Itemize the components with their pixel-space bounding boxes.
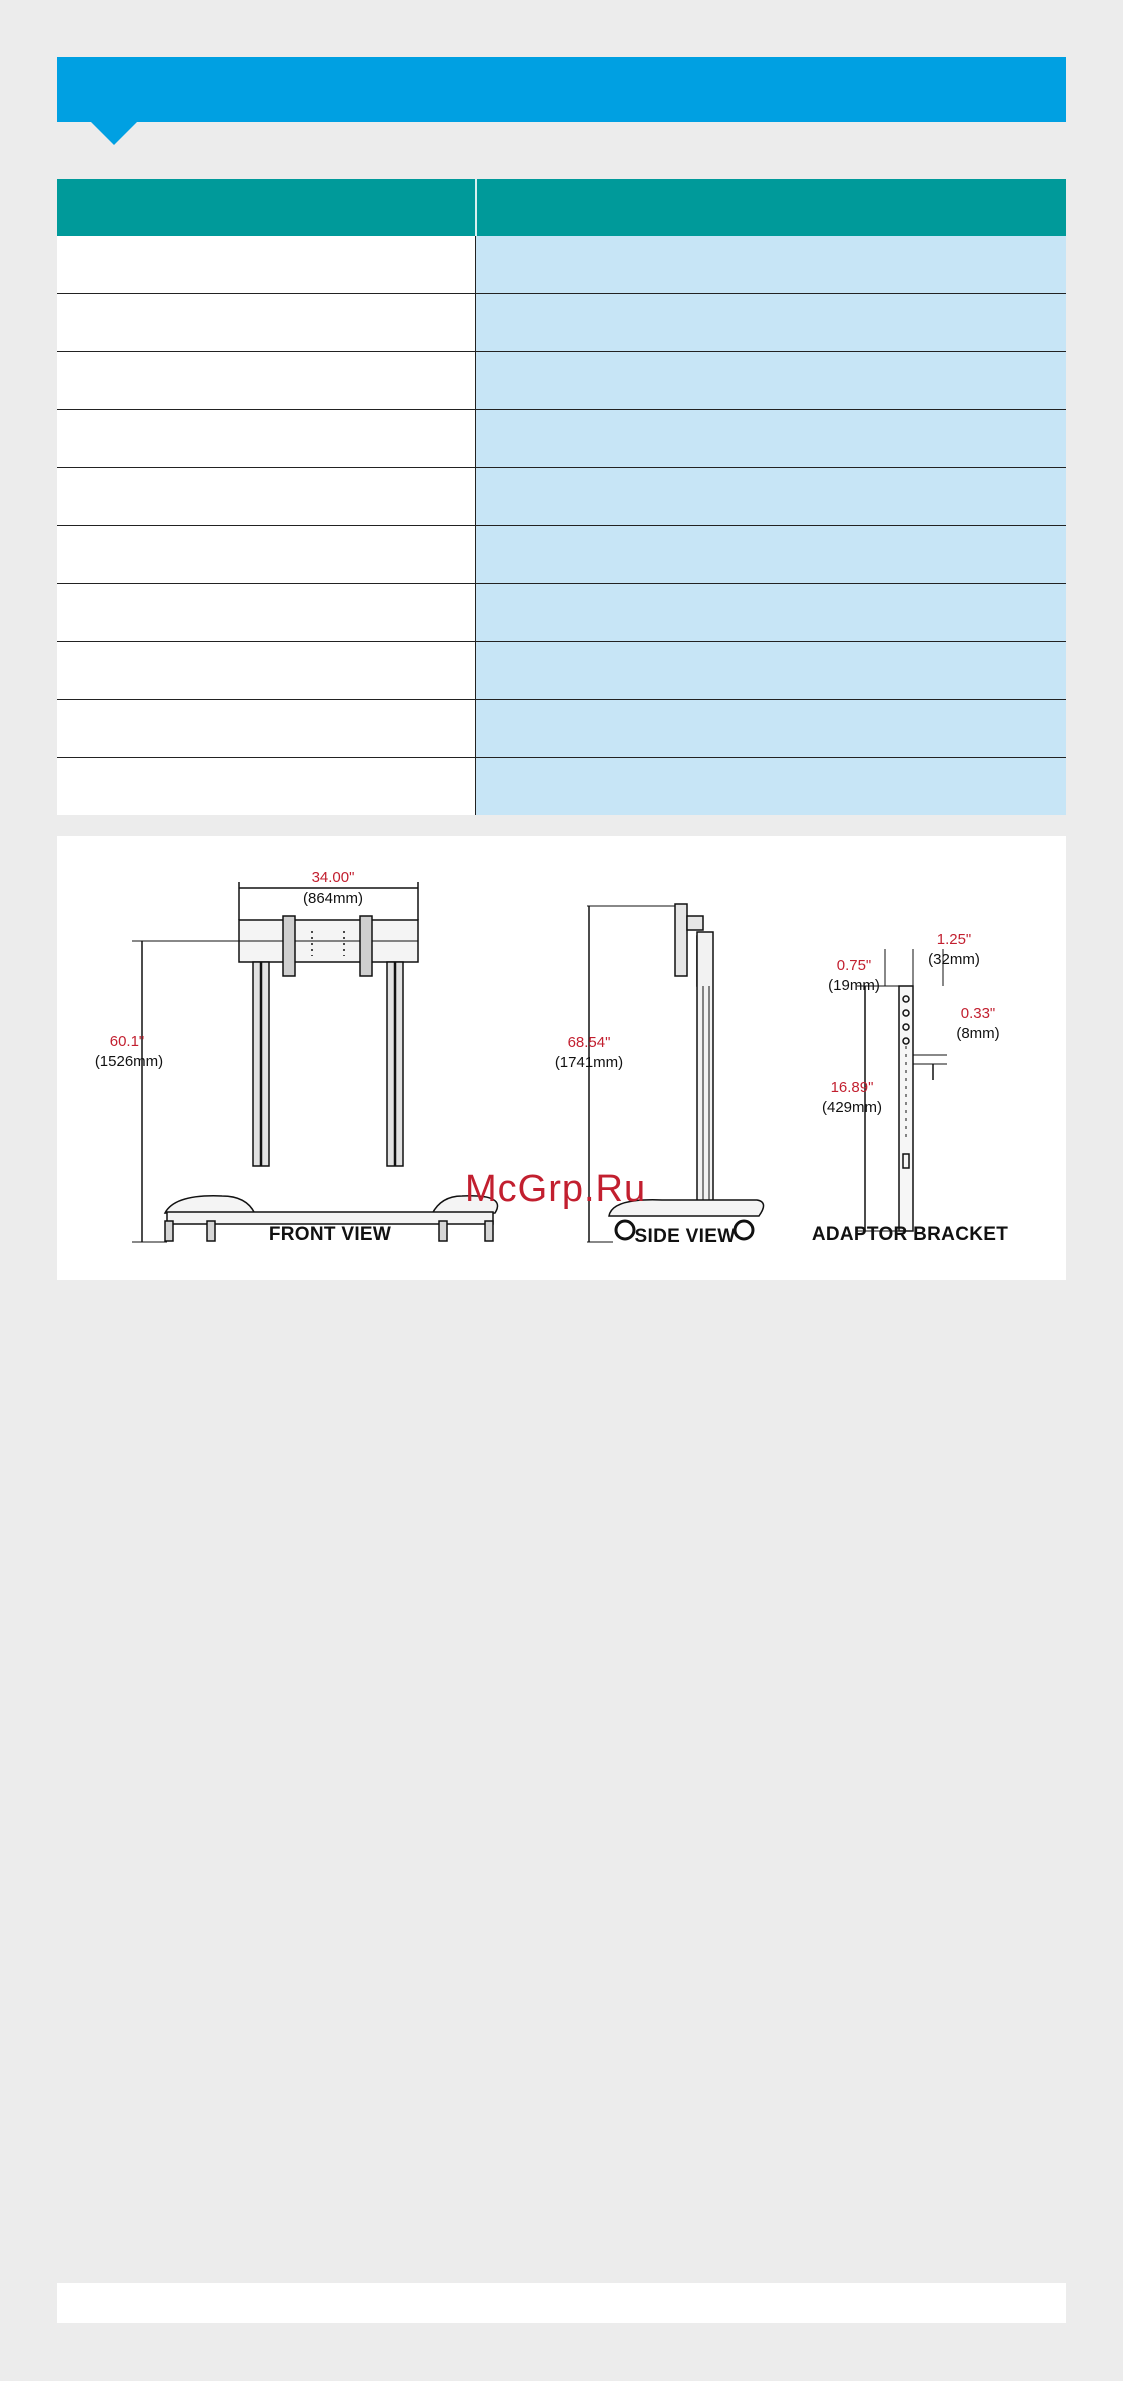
spec-value-cell	[476, 526, 1066, 583]
spec-value-cell	[476, 410, 1066, 467]
spec-label-cell	[57, 410, 476, 467]
side-height-mm: (1741mm)	[554, 1054, 624, 1071]
dimension-diagram-panel	[57, 836, 1066, 1280]
side-view-label: SIDE VIEW	[634, 1226, 736, 1247]
spec-header-label-cell	[57, 179, 477, 236]
footer-bar	[57, 2283, 1066, 2323]
spec-label-cell	[57, 294, 476, 351]
bracket-d1-mm: (32mm)	[928, 951, 980, 968]
table-row	[57, 468, 1066, 526]
spec-label-cell	[57, 700, 476, 757]
spec-label-cell	[57, 642, 476, 699]
table-row	[57, 410, 1066, 468]
header-banner	[57, 57, 1066, 122]
spec-table	[57, 179, 1066, 815]
spec-table-header	[57, 179, 1066, 236]
front-view-drawing	[132, 882, 498, 1242]
front-width-mm: (864mm)	[302, 890, 364, 907]
adaptor-bracket-label: ADAPTOR BRACKET	[811, 1224, 1009, 1245]
table-row	[57, 642, 1066, 700]
bracket-d2-mm: (19mm)	[828, 977, 880, 994]
table-row	[57, 584, 1066, 642]
header-banner-notch	[90, 121, 138, 145]
bracket-length-inches: 16.89"	[830, 1079, 874, 1096]
table-row	[57, 758, 1066, 815]
bracket-d1-inches: 1.25"	[936, 931, 972, 948]
table-row	[57, 526, 1066, 584]
bracket-d3-mm: (8mm)	[956, 1025, 1000, 1042]
spec-value-cell	[476, 294, 1066, 351]
spec-label-cell	[57, 352, 476, 409]
spec-label-cell	[57, 584, 476, 641]
side-height-inches: 68.54"	[567, 1034, 611, 1051]
table-row	[57, 236, 1066, 294]
spec-label-cell	[57, 526, 476, 583]
spec-label-cell	[57, 468, 476, 525]
spec-label-cell	[57, 236, 476, 293]
spec-header-value-cell	[477, 179, 1066, 236]
spec-value-cell	[476, 236, 1066, 293]
front-height-mm: (1526mm)	[94, 1053, 164, 1070]
front-height-inches: 60.1"	[109, 1033, 145, 1050]
spec-value-cell	[476, 642, 1066, 699]
table-row	[57, 700, 1066, 758]
spec-value-cell	[476, 758, 1066, 815]
front-width-inches: 34.00"	[311, 869, 355, 886]
spec-value-cell	[476, 352, 1066, 409]
table-row	[57, 352, 1066, 410]
spec-value-cell	[476, 584, 1066, 641]
spec-label-cell	[57, 758, 476, 815]
dimension-drawings	[57, 836, 1066, 1280]
front-view-label: FRONT VIEW	[268, 1224, 392, 1245]
spec-value-cell	[476, 700, 1066, 757]
bracket-length-mm: (429mm)	[821, 1099, 883, 1116]
table-row	[57, 294, 1066, 352]
spec-value-cell	[476, 468, 1066, 525]
watermark-text: McGrp.Ru	[465, 1168, 647, 1210]
bracket-d3-inches: 0.33"	[960, 1005, 996, 1022]
bracket-d2-inches: 0.75"	[836, 957, 872, 974]
